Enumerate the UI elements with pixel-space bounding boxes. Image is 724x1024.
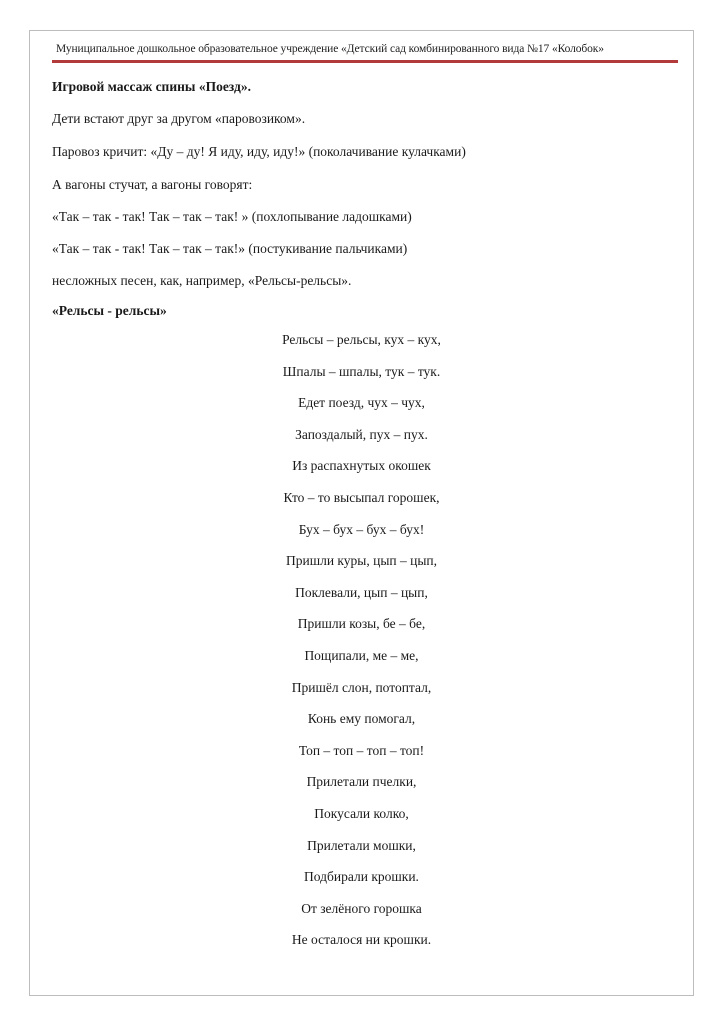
paragraph-4: «Так – так - так! Так – так – так! » (похлопывание ладошками) [52,209,412,224]
poem-line: Поклевали, цып – цып, [295,584,428,600]
poem-line: Прилетали мошки, [307,837,416,853]
poem-line: Не осталося ни крошки. [291,932,432,948]
poem-line: Пришли козы, бе – бе, [297,616,426,632]
paragraph-2: Паровоз кричит: «Ду – ду! Я иду, иду, иду!» (поколачивание кулачками) [52,144,466,159]
poem-line: Топ – топ – топ – топ! [298,742,425,758]
poem-line: Подбирали крошки. [304,869,419,885]
paragraph-5: «Так – так - так! Так – так – так!» (постукивание пальчиками) [52,241,408,256]
paragraph-6: несложных песен, как, например, «Рельсы-рельсы». [52,273,352,288]
paragraph-3: А вагоны стучат, а вагоны говорят: [52,177,253,192]
poem-line: Бух – бух – бух – бух! [298,521,425,537]
poem-title: «Рельсы - рельсы» [52,303,167,318]
poem [29,328,694,960]
poem-line: Из распахнутых окошек [292,458,431,474]
poem-line: Конь ему помогал, [307,711,416,727]
poem-line: Покусали колко, [314,805,409,821]
paragraph-1: Дети встают друг за другом «паровозиком». [52,111,306,126]
poem-line: Кто – то высыпал горошек, [283,489,440,505]
poem-line: От зелёного горошка [301,900,422,916]
document-title: Игровой массаж спины «Поезд». [52,79,251,94]
poem-line: Пришли куры, цып – цып, [285,553,438,569]
poem-line: Шпалы – шпалы, тук – тук. [282,363,441,379]
page-header: Муниципальное дошкольное образовательное учреждение «Детский сад комбинированного вида №17 «Колобок» [56,43,604,55]
poem-line: Пришёл слон, потоптал, [291,679,432,695]
poem-line: Запоздалый, пух – пух. [295,426,428,442]
header-rule [52,60,678,63]
poem-line: Едет поезд, чух – чух, [298,395,425,411]
poem-line: Прилетали пчелки, [306,774,417,790]
poem-line: Рельсы – рельсы, кух – кух, [282,332,441,347]
poem-line: Пощипали, ме – ме, [304,647,419,663]
